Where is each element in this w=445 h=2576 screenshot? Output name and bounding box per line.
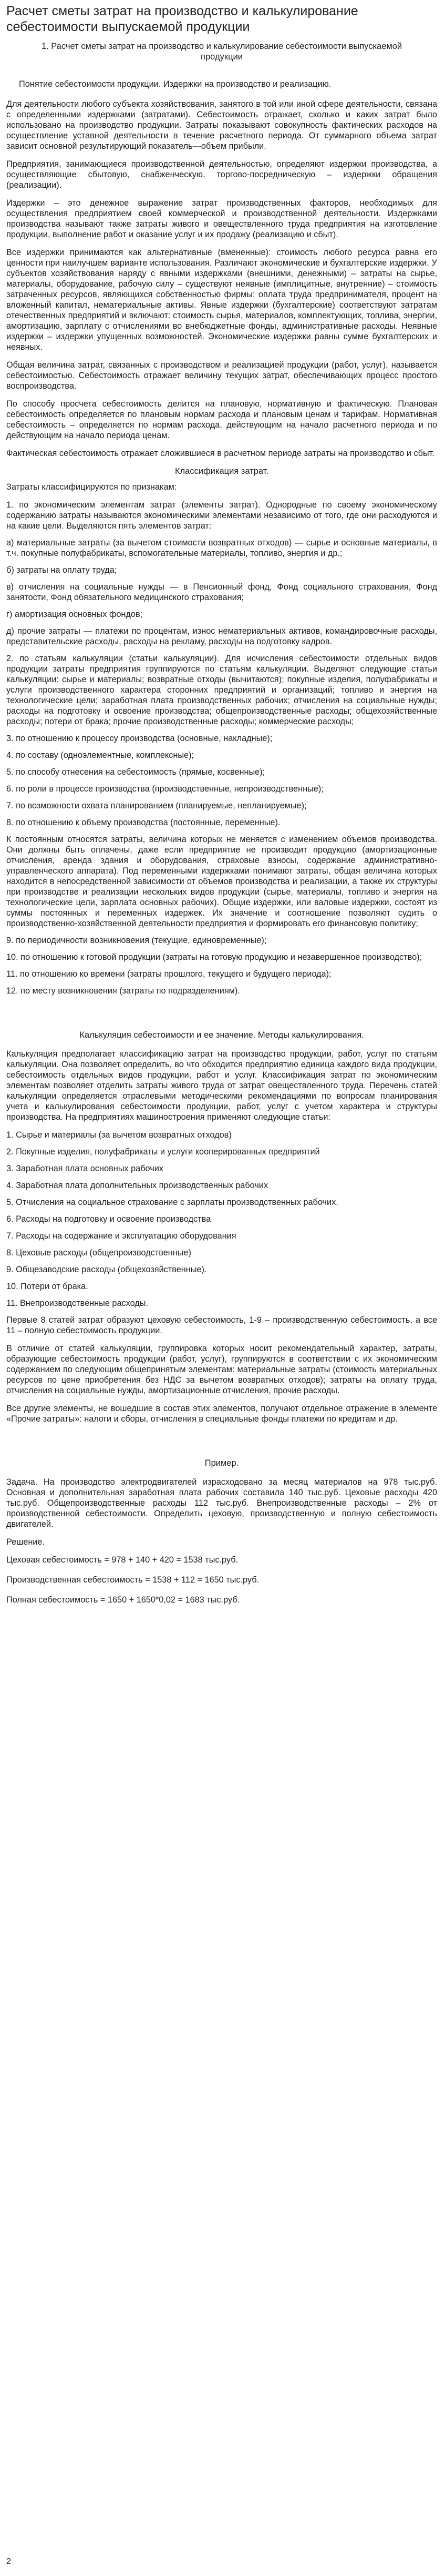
- solution-label: Решение.: [6, 1537, 45, 1547]
- intro-paragraph: Издержки – это денежное выражение затрат производственных факторов, необходимых для осуществления предприятием своей коммерческой и производственной деятельности. Издержками производства называют также затраты живого и овеществленного труда предприятия на изготовление продукции, выполнение работ и оказание услуг и их продажу (реализацию и сбыт).: [6, 198, 437, 239]
- classification-item: а) материальные затраты (за вычетом стоимости возвратных отходов) — сырье и основные материалы, в т.ч. покупные полуфабрикаты, вспомогательные материалы, топливо, энергия и др.;: [6, 538, 437, 558]
- concept-heading: Понятие себестоимости продукции. Издержки на производство и реализацию.: [19, 79, 332, 89]
- intro-paragraph: Общая величина затрат, связанных с производством и реализацией продукции (работ, услуг), называется себестоимостью. Себестоимость отражает величину текущих затрат, обеспечивающих процесс простого воспроизводства.: [6, 360, 437, 391]
- classification-item: 4. по составу (одноэлементные, комплексные);: [6, 751, 194, 760]
- formula-line: Цеховая себестоимость = 978 + 140 + 420 = 1538 тыс.руб.: [6, 1555, 239, 1565]
- formula-line: Полная себестоимость = 1650 + 1650*0,02 = 1683 тыс.руб.: [6, 1595, 240, 1605]
- calculation-paragraph: Первые 8 статей затрат образуют цеховую себестоимость, 1-9 – производственную себестоимость, а все 11 – полную себестоимость продукции.: [6, 1315, 437, 1335]
- calculation-paragraph: Все другие элементы, не вошедшие в состав этих элементов, получают отдельное отражение в элементе «Прочие затраты»: налоги и сборы, отчисления в специальные фонды платежи по кредитам и др.: [6, 1404, 437, 1424]
- calculation-paragraph: Калькуляция предполагает классификацию затрат на производство продукции, работ, услуг по статьям калькуляции. Она позволяет определить, во что обходится предприятию единица каждого вида продукции, себестоимость отдельных видов продукции, работ и услуг. Классификация затрат по экономическим элементам позволяет отделить затраты живого труда от затрат овеществленного труда. Перечень статей калькуляции определяется отраслевыми методическими рекомендациями по вопросам планирования учета и калькулирования себестоимости продукции, работ, услуг с учетом характера и структуры производства. На предприятиях машиностроения применяют следующие статьи:: [6, 1049, 437, 1122]
- intro-paragraph: По способу просчета себестоимость делится на плановую, нормативную и фактическую. Плановая себестоимость определяется по плановым нормам расхода и плановым ценам и тарифам. Нормативная себестоимость – определяется по нормам расхода, действующим на начало расчетного периода и по действующим на начало периода ценам.: [6, 399, 437, 440]
- intro-paragraph: Предприятия, занимающиеся производственной деятельностью, определяют издержки производства, а осуществляющие сбытовую, снабженческую, торгово-посредническую – издержки обращения (реализации).: [6, 159, 437, 190]
- calculation-item: 5. Отчисления на социальное страхование с зарплаты производственных рабочих.: [6, 1198, 338, 1207]
- classification-item: 3. по отношению к процессу производства (основные, накладные);: [6, 734, 273, 743]
- page-number: 2: [6, 2557, 11, 2566]
- classification-item: К постоянным относятся затраты, величина которых не меняется с изменением объемов производства. Они должны быть оплачены, даже если предприятие не производит продукцию (амортизационные отчисления, аренда здания и оборудования, страховые взносы, содержание административно-управленческого аппарата). Под переменными издержками понимают затраты, общая величина которых находится в непосредственной зависимости от объемов производства и реализации, а также их структуры при производстве и реализации нескольких видов продукции (сырье, материалы, топливо и энергия на технологические цели, зарплата основных рабочих). Общие издержки, или валовые издержки, состоят из суммы постоянных и переменных издержек. Их значение и соотношение позволяют судить о производственно-хозяйственной деятельности предприятия и формировать его финансовую политику;: [6, 835, 437, 928]
- classification-item: 1. по экономическим элементам затрат (элементы затрат). Однородные по своему экономическому содержанию затраты называются экономическими элементами независимо от того, где они расходуются и на какие цели. Выделяются пять элементов затрат:: [6, 500, 437, 531]
- classification-heading: Классификация затрат.: [174, 466, 269, 476]
- intro-paragraph: Все издержки принимаются как альтернативные (вмененные): стоимость любого ресурса равна его ценности при наилучшем варианте использования. Различают экономические и бухгалтерские издержки. У субъектов хозяйствования наряду с явными издержками (внешними, денежными) – затраты на сырье, материалы, оборудование, рабочую силу – существуют неявные (имплицитные, внутренние) – стоимость затраченных ресурсов, являющихся собственностью фирмы: оплата труда предпринимателя, процент на вложенный капитал, нематериальные активы. Явные издержки (бухгалтерские) соответствуют затратам отечественных предприятий и включают: стоимость сырья, материалов, комплектующих, топлива, энергии, амортизацию, зарплату с отчислениями во внебюджетные фонды, административные расходы. Неявные издержки – издержки упущенных возможностей. Экономические издержки равны сумме бухгалтерских и неявных.: [6, 248, 437, 352]
- calculation-heading: Калькуляция себестоимости и ее значение. Методы калькулирования.: [79, 1030, 364, 1040]
- classification-item: 11. по отношению ко времени (затраты прошлого, текущего и будущего периода);: [6, 969, 332, 979]
- classification-item: 8. по отношению к объему производства (постоянные, переменные).: [6, 818, 281, 827]
- classification-item: 2. по статьям калькуляции (статьи калькуляции). Для исчисления себестоимости отдельных видов продукции затраты предприятия группируются по статьям калькуляции. Выделяют следующие статьи калькуляции: сырье и материалы; возвратные отходы (вычитаются); покупные изделия, полуфабрикаты и услуги производственного характера сторонних предприятий и организаций; топливо и энергия на технологические цели; заработная плата производственных рабочих; отчисления на социальные нужды; расходы на подготовку и освоение производства; общепроизводственные расходы; общехозяйственные расходы; потери от брака; прочие производственные расходы; коммерческие расходы;: [6, 654, 437, 726]
- calculation-item: 1. Сырье и материалы (за вычетом возвратных отходов): [6, 1130, 232, 1140]
- classification-item: д) прочие затраты — платежи по процентам, износ нематериальных активов, командировочные расходы, представительские расходы, расходы на рекламу, расходы на подготовку кадров.: [6, 626, 437, 646]
- classification-intro: Затраты классифицируются по признакам:: [6, 482, 177, 492]
- section-heading: 1. Расчет сметы затрат на производство и калькулирование себестоимости выпускаемой продукции: [41, 42, 402, 62]
- calculation-item: 8. Цеховые расходы (общепроизводственные): [6, 1248, 191, 1257]
- classification-item: г) амортизация основных фондов;: [6, 610, 143, 619]
- calculation-item: 6. Расходы на подготовку и освоение производства: [6, 1214, 211, 1224]
- calculation-item: 4. Заработная плата дополнительных производственных рабочих: [6, 1181, 268, 1190]
- example-heading: Пример.: [204, 1458, 239, 1468]
- classification-item: 5. по способу отнесения на себестоимость (прямые, косвенные);: [6, 767, 265, 777]
- classification-item: в) отчисления на социальные нужды — в Пенсионный фонд, Фонд социального страхования, Фонд занятости, Фонд обязательного медицинского страхования;: [6, 582, 437, 602]
- example-task: Задача. На производство электродвигателей израсходовано за месяц материалов на 978 тыс.руб. Основная и дополнительная заработная плата рабочих составила 140 тыс.руб. Цеховые расходы 420 тыс.руб. Общепроизводственные расходы 112 тыс.руб. Внепроизводственные расходы – 2% от производственной себестоимости. Определить цеховую, производственную и полную себестоимость двигателей.: [6, 1477, 437, 1529]
- calculation-item: 7. Расходы на содержание и эксплуатацию оборудования: [6, 1231, 236, 1241]
- classification-item: 9. по периодичности возникновения (текущие, единовременные);: [6, 936, 267, 945]
- classification-item: 6. по роли в процессе производства (производственные, непроизводственные);: [6, 784, 324, 794]
- formula-line: Производственная себестоимость = 1538 + 112 = 1650 тыс.руб.: [6, 1575, 260, 1585]
- calculation-item: 10. Потери от брака.: [6, 1282, 88, 1291]
- classification-item: 12. по месту возникновения (затраты по подразделениям).: [6, 986, 240, 996]
- calculation-item: 11. Внепроизводственные расходы.: [6, 1299, 149, 1308]
- document-body: [6, 3, 437, 1615]
- page-title: Расчет сметы затрат на производство и калькулирование себестоимости выпускаемой продукции: [6, 4, 358, 34]
- classification-item: б) затраты на оплату труда;: [6, 565, 117, 575]
- intro-paragraph: Для деятельности любого субъекта хозяйствования, занятого в той или иной сфере деятельности, связана с определенными издержками (затратами). Себестоимость отражает, сколько и каких затрат было использовано на производство продукции. Затраты показывают совокупность фактических расходов на осуществление уставной деятельности в течение расчетного периода. От суммарного объема затрат зависит основной результирующий показатель—объем прибыли.: [6, 99, 437, 151]
- classification-item: 10. по отношению к готовой продукции (затраты на готовую продукцию и незавершенное производство);: [6, 952, 422, 962]
- calculation-item: 3. Заработная плата основных рабочих: [6, 1164, 163, 1173]
- intro-paragraph: Фактическая себестоимость отражает сложившиеся в расчетном периоде затраты на производство и сбыт.: [6, 449, 434, 458]
- calculation-paragraph: В отличие от статей калькуляции, группировка которых носит рекомендательный характер, затраты, образующие себестоимость продукции (работ, услуг), группируются в соответствии с их экономическим содержанием по следующим общепринятым элементам: материальные затраты (стоимость материальных ресурсов по цене приобретения без НДС за вычетом возвратных отходов); затраты на оплату труда, отчисления на социальные нужды, амортизационные отчисления, прочие расходы.: [6, 1344, 437, 1395]
- calculation-item: 2. Покупные изделия, полуфабрикаты и услуги кооперированных предприятий: [6, 1147, 320, 1157]
- calculation-item: 9. Общезаводские расходы (общехозяйственные).: [6, 1265, 207, 1274]
- classification-item: 7. по возможности охвата планированием (планируемые, непланируемые);: [6, 801, 307, 810]
